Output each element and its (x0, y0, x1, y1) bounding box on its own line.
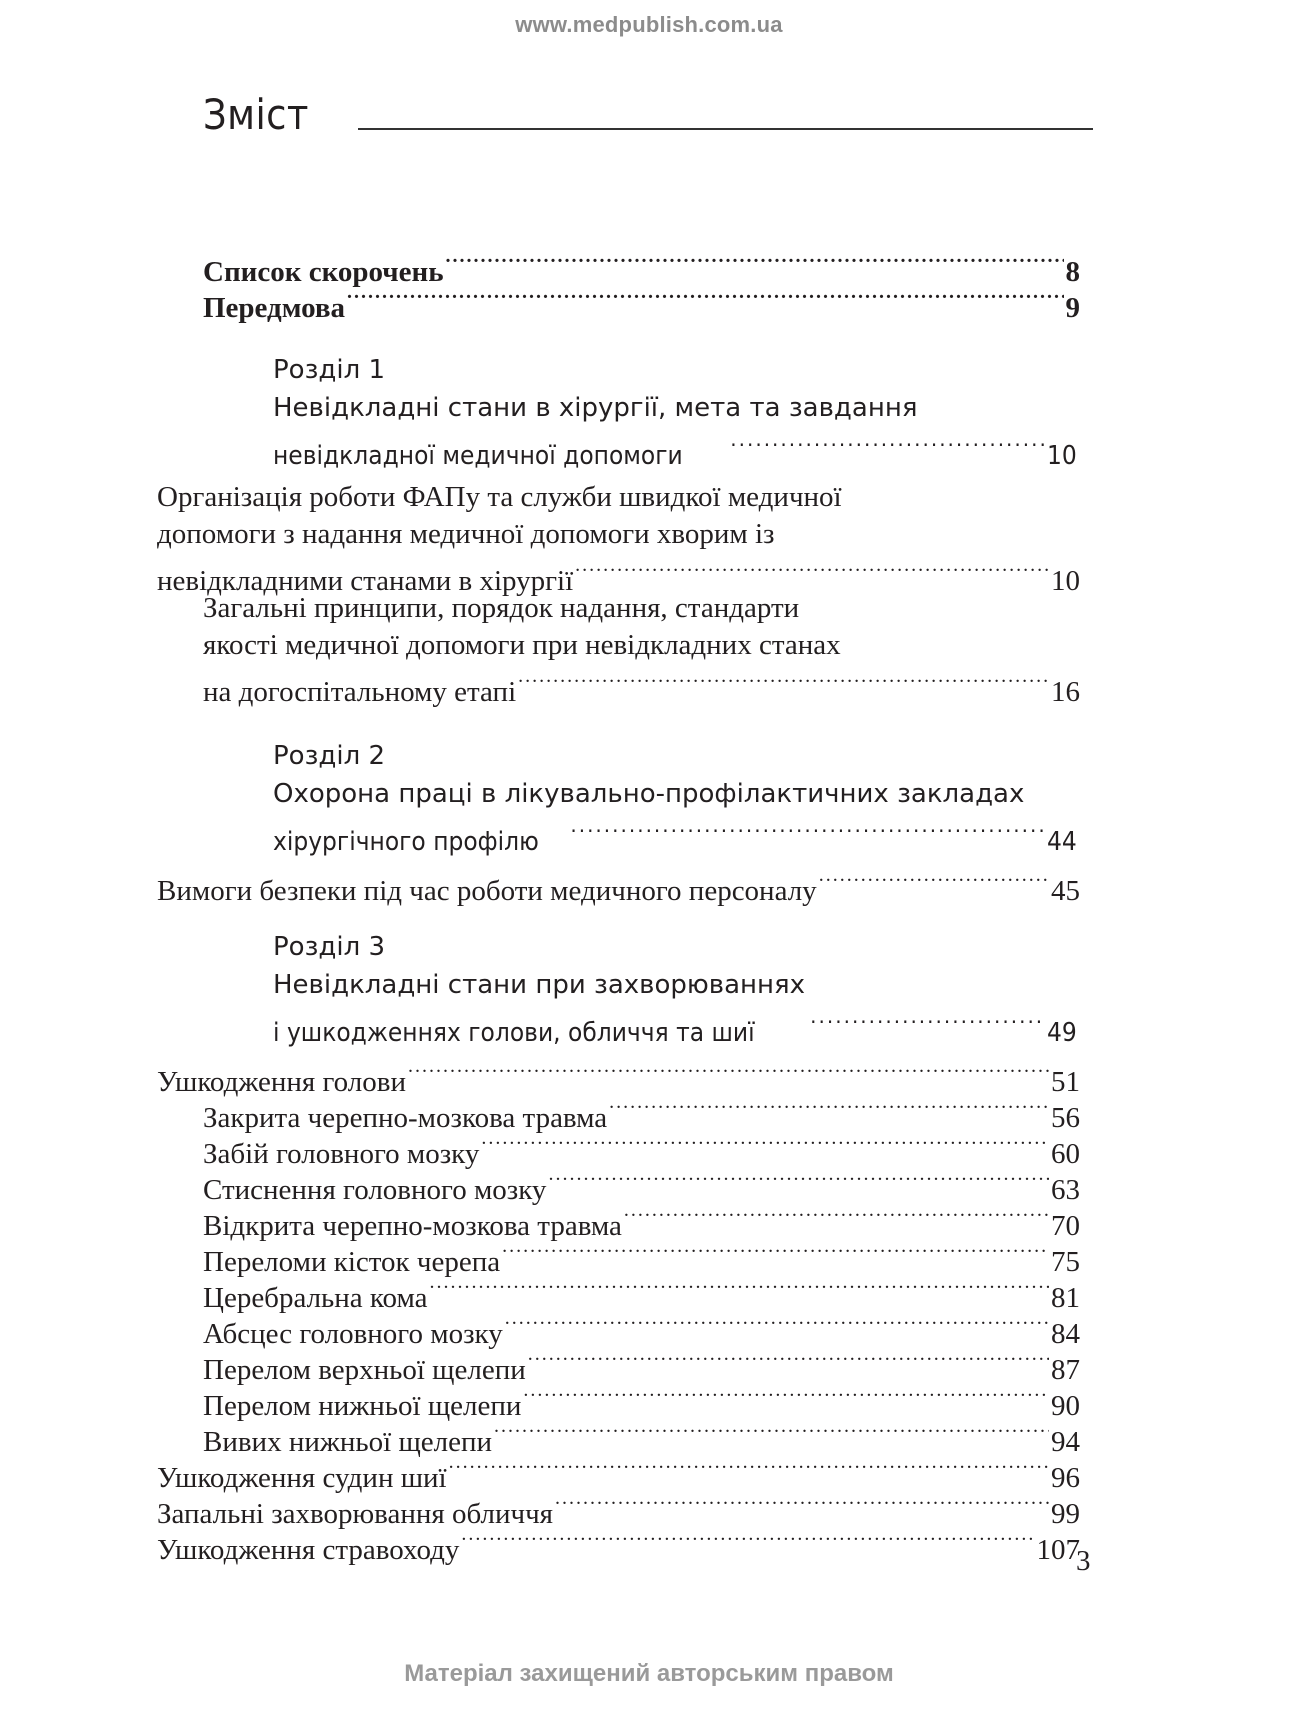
toc-entry-page: 84 (1051, 1318, 1080, 1350)
toc-entry-title: Ушкодження стравоходу (157, 1534, 460, 1566)
toc-entry-title: Перелом нижньої щелепи (203, 1390, 522, 1422)
toc-entry-title: Запальні захворювання обличчя (157, 1498, 554, 1530)
dot-leader (505, 1306, 1049, 1343)
page-title: Зміст (203, 90, 309, 139)
dot-leader (730, 427, 1045, 464)
dot-leader (575, 553, 1049, 590)
page-title-row (203, 90, 1093, 150)
chapter-1-label: Розділ 1 (273, 355, 386, 385)
toc-entry-page: 99 (1051, 1498, 1080, 1530)
section-1-2-line1: Загальні принципи, порядок надання, стандарти (203, 592, 800, 624)
toc-entry-title: Переломи кісток черепа (203, 1246, 501, 1278)
toc-entry-page: 94 (1051, 1426, 1080, 1458)
toc-entry-title: Закрита черепно-мозкова травма (203, 1102, 608, 1134)
dot-leader (528, 1342, 1049, 1379)
toc-entry-page: 60 (1051, 1138, 1080, 1170)
chapter-2-label: Розділ 2 (273, 741, 386, 771)
dot-leader (446, 244, 1064, 281)
section-1-1-line1: Організація роботи ФАПу та служби швидкої медичної (157, 481, 842, 513)
dot-leader (347, 280, 1063, 317)
toc-entry-page: 51 (1051, 1066, 1080, 1098)
dot-leader (502, 1234, 1049, 1271)
dot-leader (548, 1162, 1049, 1199)
toc-entry-page: 96 (1051, 1462, 1080, 1494)
dot-leader (481, 1126, 1049, 1163)
toc-entry-section-1-2[interactable] (203, 664, 1080, 711)
toc-entry-page: 9 (1065, 292, 1080, 324)
toc-entry-title: Вимоги безпеки під час роботи медичного персоналу (157, 875, 817, 907)
toc-entry-title: Ушкодження голови (157, 1066, 406, 1098)
toc-entry-page: 107 (1036, 1534, 1080, 1566)
dot-leader (449, 1450, 1049, 1487)
toc-entry-title: і ушкодженнях голови, обличчя та шиї (273, 1018, 755, 1048)
chapter-2-title-line1: Охорона праці в лікувально-профілактичних закладах (273, 779, 1025, 809)
toc-entry-page: 49 (1046, 1018, 1077, 1048)
toc-entry-page: 75 (1051, 1246, 1080, 1278)
section-1-1-line2: допомоги з надання медичної допомоги хворим із (157, 518, 775, 550)
dot-leader (810, 1004, 1045, 1041)
toc-entry-page: 63 (1051, 1174, 1080, 1206)
toc-entry-title: невідкладної медичної допомоги (273, 441, 683, 471)
toc-entry-title: Церебральна кома (203, 1282, 428, 1314)
toc-entry-title: Список скорочень (203, 256, 444, 288)
toc-entry-page: 16 (1051, 676, 1080, 708)
toc-entry-title: на догоспітальному етапі (203, 676, 517, 708)
toc-entry-page: 10 (1046, 441, 1077, 471)
toc-entry-title: Ушкодження судин шиї (157, 1462, 447, 1494)
dot-leader (609, 1090, 1049, 1127)
toc-entry-section-2-1[interactable] (157, 863, 1080, 910)
toc-entry-title: Вивих нижньої щелепи (203, 1426, 493, 1458)
toc-entry-page: 10 (1051, 565, 1080, 597)
title-rule-divider (358, 128, 1093, 130)
toc-entry-page: 8 (1065, 256, 1080, 288)
dot-leader (430, 1270, 1050, 1307)
toc-entry-page: 81 (1051, 1282, 1080, 1314)
toc-entry-chapter-1[interactable] (273, 427, 1080, 475)
watermark-url: www.medpublish.com.ua (515, 12, 783, 37)
dot-leader (523, 1378, 1049, 1415)
toc-entry-page: 70 (1051, 1210, 1080, 1242)
toc-entry-page: 56 (1051, 1102, 1080, 1134)
toc-entry-title: невідкладними станами в хірургії (157, 565, 574, 597)
toc-entry-chapter-3[interactable] (273, 1004, 1080, 1052)
toc-entry-preface[interactable] (203, 280, 1080, 327)
dot-leader (494, 1414, 1049, 1451)
dot-leader (819, 863, 1049, 900)
dot-leader (570, 813, 1045, 850)
chapter-3-label: Розділ 3 (273, 932, 386, 962)
toc-entry-title: Стиснення головного мозку (203, 1174, 547, 1206)
dot-leader (518, 664, 1049, 701)
toc-entry-page: 87 (1051, 1354, 1080, 1386)
copyright-watermark: Матеріал захищений авторським правом (404, 1660, 894, 1687)
toc-entry-title: Абсцес головного мозку (203, 1318, 503, 1350)
toc-entry-page: 44 (1046, 827, 1077, 857)
page-number: 3 (1076, 1545, 1091, 1577)
toc-entry-title: Передмова (203, 292, 346, 324)
chapter-1-title-line1: Невідкладні стани в хірургії, мета та завдання (273, 393, 918, 423)
dot-leader (408, 1054, 1049, 1091)
toc-entry-page: 45 (1051, 875, 1080, 907)
toc-entry-title: Перелом верхньої щелепи (203, 1354, 526, 1386)
toc-entry-page: 90 (1051, 1390, 1080, 1422)
dot-leader (461, 1522, 1034, 1559)
toc-entry-esophagus-injury[interactable] (157, 1522, 1080, 1569)
toc-entry-chapter-2[interactable] (273, 813, 1080, 861)
section-1-2-line2: якості медичної допомоги при невідкладних станах (203, 629, 841, 661)
dot-leader (555, 1486, 1049, 1523)
dot-leader (624, 1198, 1049, 1235)
chapter-3-title-line1: Невідкладні стани при захворюваннях (273, 970, 806, 1000)
toc-entry-title: Відкрита черепно-мозкова травма (203, 1210, 622, 1242)
toc-entry-title: Забій головного мозку (203, 1138, 480, 1170)
toc-entry-title: хірургічного профілю (273, 827, 539, 857)
